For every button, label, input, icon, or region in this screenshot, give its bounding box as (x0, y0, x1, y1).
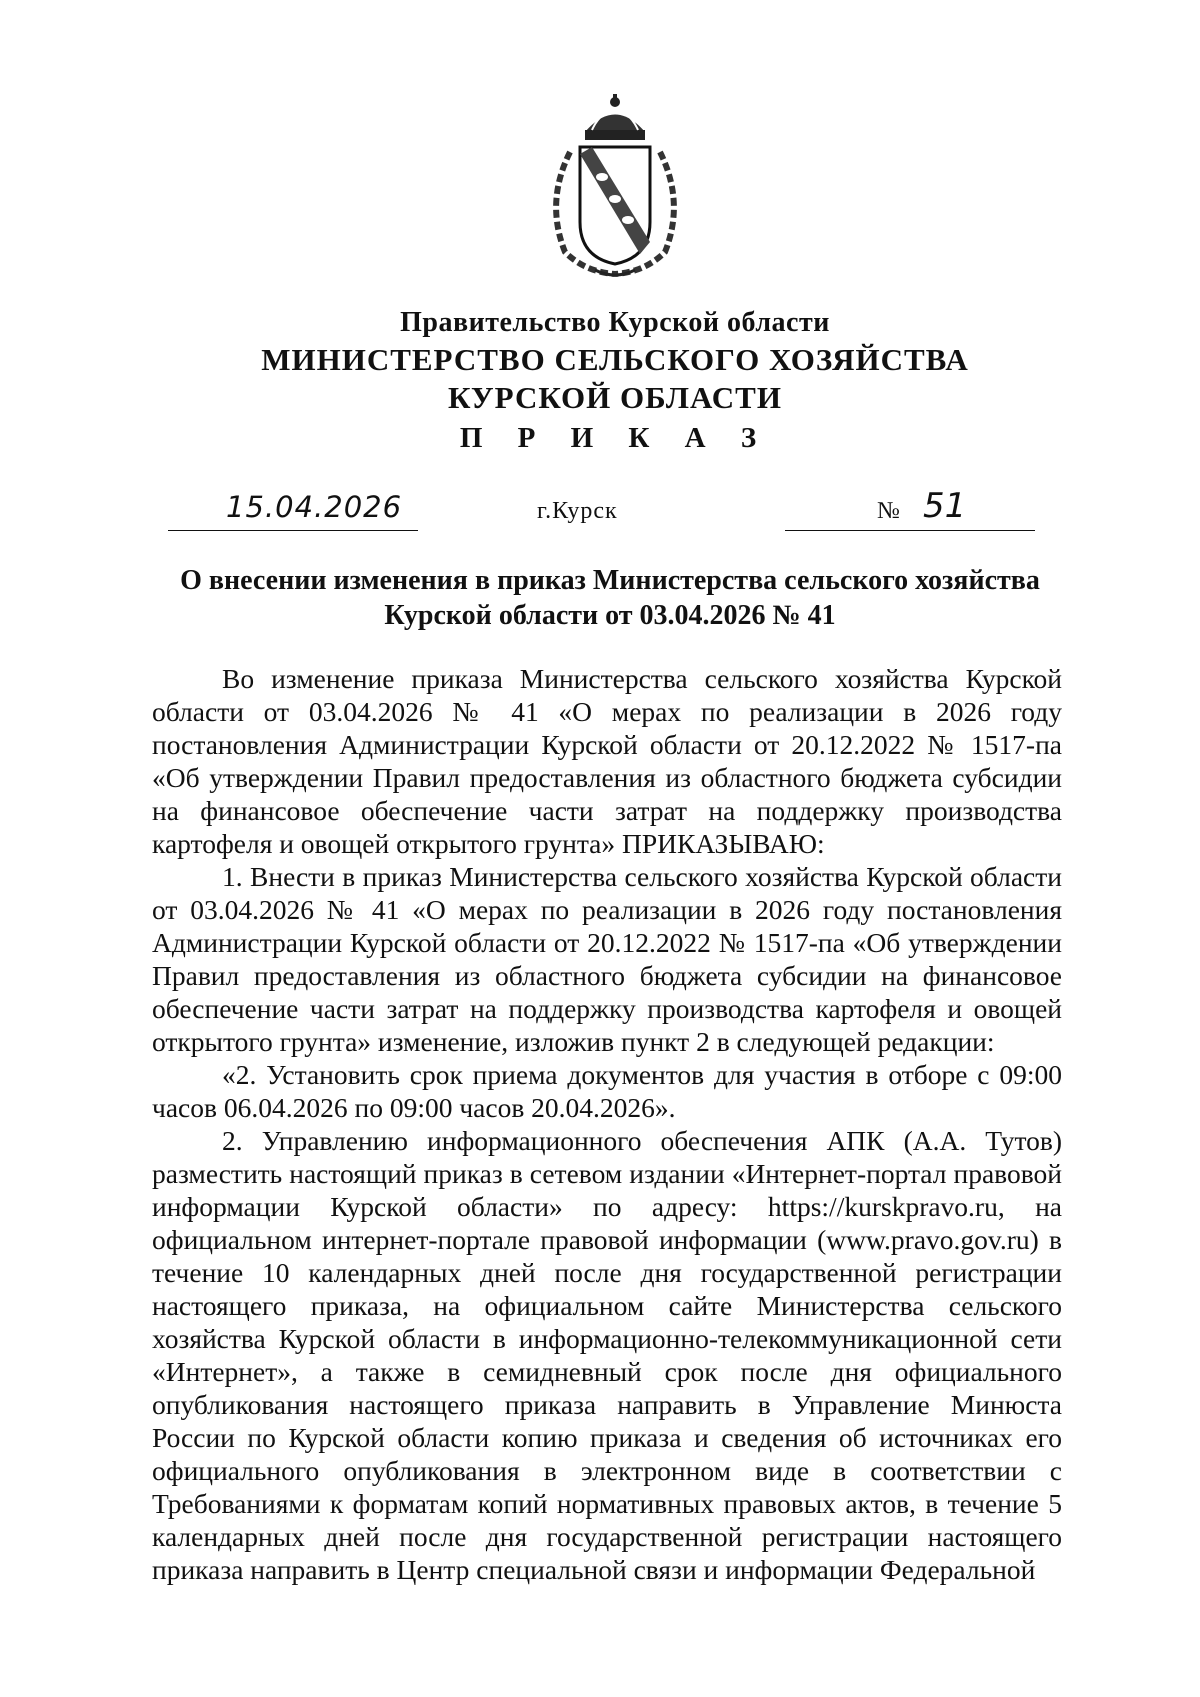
date-field (168, 490, 418, 531)
document-body (152, 662, 1062, 1586)
ministry-name: МИНИСТЕРСТВО СЕЛЬСКОГО ХОЗЯЙСТВА (261, 342, 969, 377)
paragraph-item-1: 1. Внести в приказ Министерства сельского хозяйства Курской области от 03.04.2026 № 41 «О мерах по реализации в 2026 году постановления Администрации Курской области от 20.12.2022 № 1517-па «Об утверждении Правил предоставления из областного бюджета субсидии на финансовое обеспечение части затрат на поддержку производства картофеля и овощей открытого грунта» изменение, изложив пункт 2 в следующей редакции: (152, 861, 1062, 1057)
handwritten-number: 51 (923, 486, 967, 526)
city: г.Курск (537, 498, 618, 524)
document-title: О внесении изменения в приказ Министерства сельского хозяйства Курской области от 03.04.2026 № 41 (180, 565, 1040, 631)
paragraph-quoted-item-2: «2. Установить срок приема документов для участия в отборе с 09:00 часов 06.04.2026 по 09:00 часов 20.04.2026». (152, 1059, 1062, 1123)
paragraph-preamble: Во изменение приказа Министерства сельского хозяйства Курской области от 03.04.2026 № 41 «О мерах по реализации в 2026 году постановления Администрации Курской области от 20.12.2022 № 1517-па «Об утверждении Правил предоставления из областного бюджета субсидии на финансовое обеспечение части затрат на поддержку производства картофеля и овощей открытого грунта» ПРИКАЗЫВАЮ: (152, 663, 1062, 859)
government-name: Правительство Курской области (400, 307, 830, 338)
number-sign: № (877, 498, 900, 524)
document-type: П Р И К А З (459, 422, 771, 454)
handwritten-date: 15.04.2026 (226, 490, 403, 524)
coat-of-arms-emblem (540, 92, 690, 282)
number-field (785, 486, 1035, 531)
paragraph-item-2: 2. Управлению информационного обеспечения АПК (А.А. Тутов) разместить настоящий приказ в сетевом издании «Интернет-портал правовой информации Курской области» по адресу: https://kurskpravo.ru, на официальном интернет-портале правовой информации (www.pravo.gov.ru) в течение 10 календарных дней после дня государственной регистрации настоящего приказа, на официальном сайте Министерства сельского хозяйства Курской области в информационно-телекоммуникационной сети «Интернет», а также в семидневный срок после дня официального опубликования настоящего приказа направить в Управление Минюста России по Курской области копию приказа и сведения об источниках его официального опубликования в электронном виде в соответствии с Требованиями к форматам копий нормативных правовых актов, в течение 5 календарных дней после дня государственной регистрации настоящего приказа направить в Центр специальной связи и информации Федеральной (152, 1125, 1062, 1585)
document-header (0, 305, 1200, 457)
date-city-number-line (0, 486, 1200, 535)
region-name: КУРСКОЙ ОБЛАСТИ (448, 380, 782, 415)
